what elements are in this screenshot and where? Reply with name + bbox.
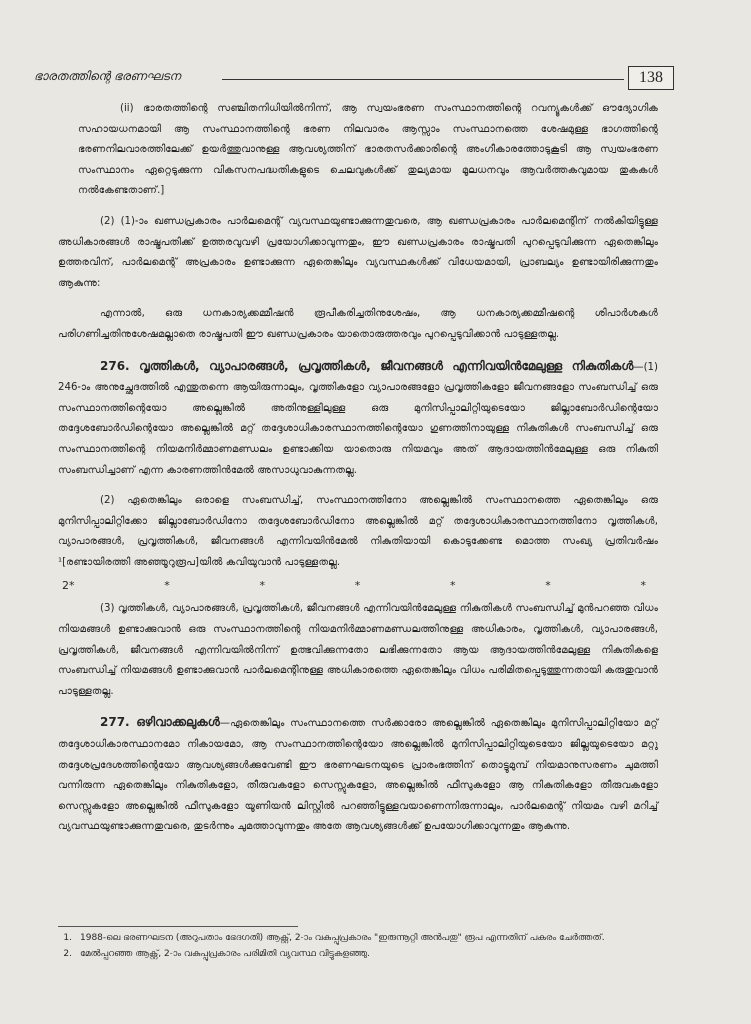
footnote-2 xyxy=(58,947,663,961)
omission-stars xyxy=(58,573,658,599)
header-rule xyxy=(222,79,624,80)
article-276-clause-2: (2) ഏതെങ്കിലും ഒരാളെ സംബന്ധിച്ച്, സംസ്ഥാനത്തിനോ അല്ലെങ്കിൽ സംസ്ഥാനത്തെ ഏതെങ്കിലും ഒരു മുനിസിപ്പാലിറ്റിക്കോ ജില്ലാബോർഡിനോ തദ്ദേശബോർഡിനോ അല്ലെങ്കിൽ മറ്റ് തദ്ദേശാധികാരസ്ഥാനത്തിനോ വൃത്തികൾ, വ്യാപാരങ്ങൾ, പ്രവൃത്തികൾ, ജീവനങ്ങൾ എന്നിവയിൻമേൽ നികുതിയായി കൊടുക്കേണ്ട മൊത്ത സംഖ്യ പ്രതിവർഷം ¹[രണ്ടായിരത്തി അഞ്ഞൂറുരൂപ]യിൽ കവിയുവാൻ പാടുള്ളതല്ല. xyxy=(58,495,658,568)
clause-ii-paragraph: (ii) ഭാരതത്തിന്റെ സഞ്ചിതനിധിയിൽനിന്ന്, ആ സ്വയംഭരണ സംസ്ഥാനത്തിന്റെ റവന്യൂകൾക്ക് ഔദ്യോഗിക സഹായധനമായി ആ സംസ്ഥാനത്തിന്റെ ഭരണ നിലവാരം ആസ്സാം സംസ്ഥാനത്തെ ശേഷമുള്ള ഭാഗത്തിന്റെ ഭരണനിലവാരത്തിലേക്ക് ഉയർത്തുവാനുള്ള ആവശ്യത്തിന് ഭാരതസർക്കാരിന്റെ അംഗീകാരത്തോടുകൂടി ആ സ്വയംഭരണ സംസ്ഥാനം ഏറ്റെടുക്കുന്ന വികസനപദ്ധതികളുടെ ചെലവുകൾക്ക് തുല്യമായ മൂലധനവും ആവർത്തകവുമായ തുകകൾ നൽകേണ്ടതാണ്.] xyxy=(78,103,658,197)
article-276-text: —(1) 246-ാം അനുച്ഛേദത്തിൽ എന്തുതന്നെ ആയിരുന്നാലും, വൃത്തികളോ വ്യാപാരങ്ങളോ പ്രവൃത്തികളോ ജീവനങ്ങളോ സംബന്ധിച്ച് ഒരു സംസ്ഥാനത്തിന്റെയോ അല്ലെങ്കിൽ അതിനുള്ളിലുള്ള ഒരു മുനിസിപ്പാലിറ്റിയുടെയോ ജില്ലാബോർഡിന്റെയോ തദ്ദേശബോർഡിന്റെയോ അല്ലെങ്കിൽ മറ്റ് തദ്ദേശാധികാരസ്ഥാനത്തിന്റെയോ ഗുണത്തിനായുള്ള നികുതികൾ സംബന്ധിച്ച് ഒരു സംസ്ഥാനത്തിന്റെ നിയമനിർമ്മാണമണ്ഡലം ഉണ്ടാക്കിയ യാതൊരു നിയമവും അത് ആദായത്തിൻമേലുള്ള ഒരു നികുതി സംബന്ധിച്ചാണ് എന്ന കാരണത്തിൻമേൽ അസാധുവാകുന്നതല്ല. xyxy=(58,361,658,476)
article-277-text: —ഏതെങ്കിലും സംസ്ഥാനത്തെ സർക്കാരോ അല്ലെങ്കിൽ ഏതെങ്കിലും മുനിസിപ്പാലിറ്റിയോ മറ്റ് തദ്ദേശാധികാരസ്ഥാനമോ നികായമോ, ആ സംസ്ഥാനത്തിന്റെയോ അല്ലെങ്കിൽ മുനിസിപ്പാലിറ്റിയുടെയോ ജില്ലയുടെയോ മറ്റു തദ്ദേശപ്രദേശത്തിന്റെയോ ആവശ്യങ്ങൾക്കുവേണ്ടി ഈ ഭരണഘടനയുടെ പ്രാരംഭത്തിന് തൊട്ടുമുമ്പ് നിയമാനുസരണം ചുമത്തി വന്നിരുന്ന ഏതെങ്കിലും നികുതികളോ, തീരുവകളോ സെസ്സുകളോ, അല്ലെങ്കിൽ ഫീസുകളോ ആ നികുതികളോ തീരുവകളോ സെസ്സുകളോ അല്ലെങ്കിൽ ഫീസുകളോ യൂണിയൻ ലിസ്റ്റിൽ പറഞ്ഞിട്ടുള്ളവയാണെന്നിരുന്നാലും, പാർലമെന്റ് നിയമം വഴി മറിച്ച് വ്യവസ്ഥയുണ്ടാക്കുന്നതുവരെ, തുടർന്നും ചുമത്താവുന്നതും അതേ ആവശ്യങ്ങൾക്ക് ഉപയോഗിക്കാവുന്നതും ആകുന്നു. xyxy=(58,718,658,833)
footnote-text: മേൽപ്പറഞ്ഞ ആക്റ്റ്, 2-ാം വകുപ്പുപ്രകാരം പരിമിതി വ്യവസ്ഥ വിട്ടുകളഞ്ഞു. xyxy=(80,949,370,959)
footnote-1 xyxy=(58,931,663,945)
footnote-text: 1988-ലെ ഭരണഘടന (അറുപതാം ഭേദഗതി) ആക്റ്റ്, 2-ാം വകുപ്പുപ്രകാരം "ഇരുന്നൂറ്റി അൻപതു" രൂപ എന്നതിന് പകരം ചേർത്തത്. xyxy=(80,933,605,943)
clause-2-paragraph: (2) (1)-ാം ഖണ്ഡപ്രകാരം പാർലമെന്റ് വ്യവസ്ഥയുണ്ടാക്കുന്നതുവരെ, ആ ഖണ്ഡപ്രകാരം പാർലമെന്റിന് നൽകിയിട്ടുള്ള അധികാരങ്ങൾ രാഷ്ട്രപതിക്ക് ഉത്തരവുവഴി പ്രയോഗിക്കാവുന്നതും, ഈ ഖണ്ഡപ്രകാരം രാഷ്ട്രപതി പുറപ്പെടുവിക്കുന്ന ഏതെങ്കിലും ഉത്തരവിന്, പാർലമെന്റ് അപ്രകാരം ഉണ്ടാക്കുന്ന ഏതെങ്കിലും വ്യവസ്ഥകൾക്ക് വിധേയമായി, പ്രാബല്യം ഉണ്ടായിരിക്കുന്നതും ആകുന്നു: xyxy=(58,215,658,289)
star-marker: * xyxy=(545,579,551,593)
star-marker: * xyxy=(354,579,361,593)
article-277-heading: 277. ഒഴിവാക്കലുകൾ xyxy=(100,715,220,730)
page-number: 138 xyxy=(628,66,674,90)
star-marker: 2* xyxy=(62,579,75,593)
footnote-mark: 1. xyxy=(63,933,72,943)
star-marker: * xyxy=(164,579,170,593)
running-title: ഭാരതത്തിന്റെ ഭരണഘടന xyxy=(34,69,181,83)
page-header xyxy=(34,66,674,90)
star-marker: * xyxy=(450,579,456,593)
proviso-paragraph: എന്നാൽ, ഒരു ധനകാര്യക്കമ്മീഷൻ രൂപീകരിച്ചതിനുശേഷം, ആ ധനകാര്യക്കമ്മീഷന്റെ ശിപാർശകൾ പരിഗണിച്ചതിനുശേഷമല്ലാതെ രാഷ്ട്രപതി ഈ ഖണ്ഡപ്രകാരം യാതൊരുത്തരവും പുറപ്പെടുവിക്കാൻ പാടുള്ളതല്ല. xyxy=(58,308,658,340)
article-276-heading: 276. വൃത്തികൾ, വ്യാപാരങ്ങൾ, പ്രവൃത്തികൾ, ജീവനങ്ങൾ എന്നിവയിൻമേലുള്ള നികുതികൾ xyxy=(100,358,634,373)
article-276-paragraph xyxy=(58,356,658,482)
footnote-mark: 2. xyxy=(63,949,72,959)
footnote-rule xyxy=(58,926,298,927)
article-277-paragraph xyxy=(58,712,658,838)
article-276-clause-3: (3) വൃത്തികൾ, വ്യാപാരങ്ങൾ, പ്രവൃത്തികൾ, ജീവനങ്ങൾ എന്നിവയിൻമേലുള്ള നികുതികൾ സംബന്ധിച്ച് മുൻപറഞ്ഞ വിധം നിയമങ്ങൾ ഉണ്ടാക്കുവാൻ ഒരു സംസ്ഥാനത്തിന്റെ നിയമനിർമ്മാണമണ്ഡലത്തിനുള്ള അധികാരം, വൃത്തികൾ, വ്യാപാരങ്ങൾ, പ്രവൃത്തികൾ, ജീവനങ്ങൾ എന്നിവയിൽനിന്ന് ഉത്ഭവിക്കുന്നതോ ലഭിക്കുന്നതോ ആയ ആദായത്തിൻമേലുള്ള നികുതികളെ സംബന്ധിച്ച് നിയമങ്ങൾ ഉണ്ടാക്കുവാൻ പാർലമെന്റിനുള്ള അധികാരത്തെ ഏതെങ്കിലും വിധം പരിമിതപ്പെടുത്തുന്നതായി കരുതുവാൻ പാടുള്ളതല്ല. xyxy=(58,603,658,697)
body-text xyxy=(58,99,658,838)
footnotes xyxy=(58,926,663,963)
star-marker: * xyxy=(640,579,646,593)
star-marker: * xyxy=(259,579,265,593)
